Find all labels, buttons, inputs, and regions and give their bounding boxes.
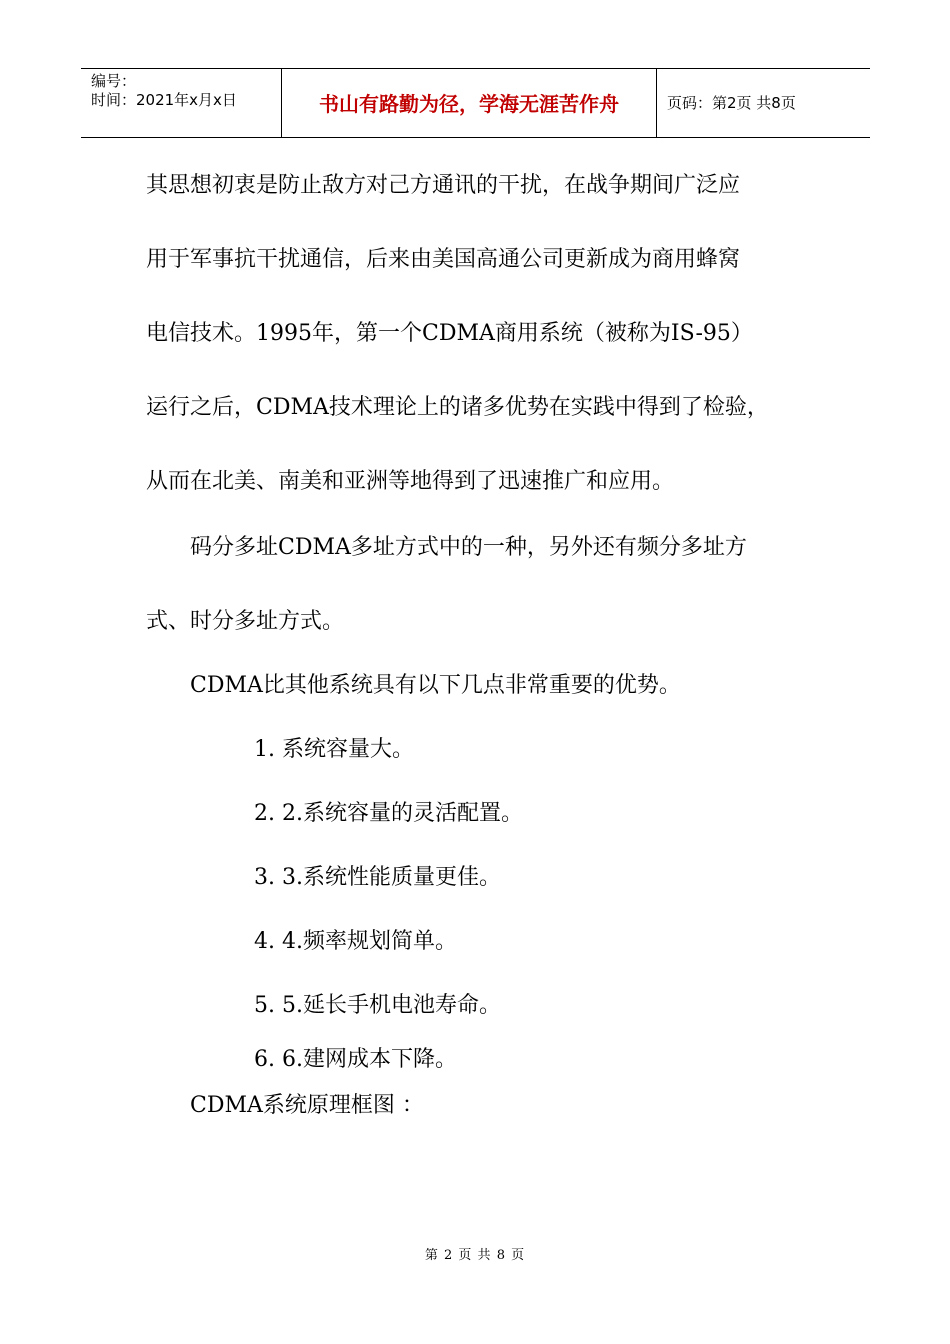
list-item: 6. 6.建网成本下降。 (254, 1047, 457, 1072)
document-date-label: 时间：2021年x月x日 (91, 91, 237, 109)
body-line: 运行之后，CDMA技术理论上的诸多优势在实践中得到了检验， (146, 395, 769, 420)
header-motto: 书山有路勤为径，学海无涯苦作舟 (319, 92, 619, 116)
document-number-label: 编号： (91, 72, 137, 90)
body-line: 用于军事抗干扰通信，后来由美国高通公司更新成为商用蜂窝 (146, 247, 741, 272)
diagram-caption: CDMA系统原理框图 ： (190, 1093, 424, 1118)
body-line: CDMA比其他系统具有以下几点非常重要的优势。 (190, 673, 681, 698)
list-item: 4. 4.频率规划简单。 (254, 929, 457, 954)
list-item: 5. 5.延长手机电池寿命。 (254, 993, 501, 1018)
header-page-info: 页码：第2页 共8页 (667, 94, 796, 112)
body-line: 电信技术。1995年，第一个CDMA商用系统（被称为IS-95） (146, 321, 753, 346)
list-item: 1. 系统容量大。 (254, 737, 414, 762)
list-item: 2. 2.系统容量的灵活配置。 (254, 801, 523, 826)
body-line: 从而在北美、南美和亚洲等地得到了迅速推广和应用。 (146, 469, 675, 494)
header-motto-cell (281, 69, 657, 137)
header-page-cell (657, 69, 870, 137)
body-line: 式、时分多址方式。 (146, 609, 345, 634)
body-line: 码分多址CDMA多址方式中的一种，另外还有频分多址方 (190, 535, 747, 560)
document-header (81, 68, 870, 138)
body-line: 其思想初衷是防止敌方对己方通讯的干扰，在战争期间广泛应 (146, 173, 741, 198)
header-meta-cell (81, 69, 281, 137)
page-footer: 第 2 页 共 8 页 (424, 1248, 526, 1263)
list-item: 3. 3.系统性能质量更佳。 (254, 865, 501, 890)
